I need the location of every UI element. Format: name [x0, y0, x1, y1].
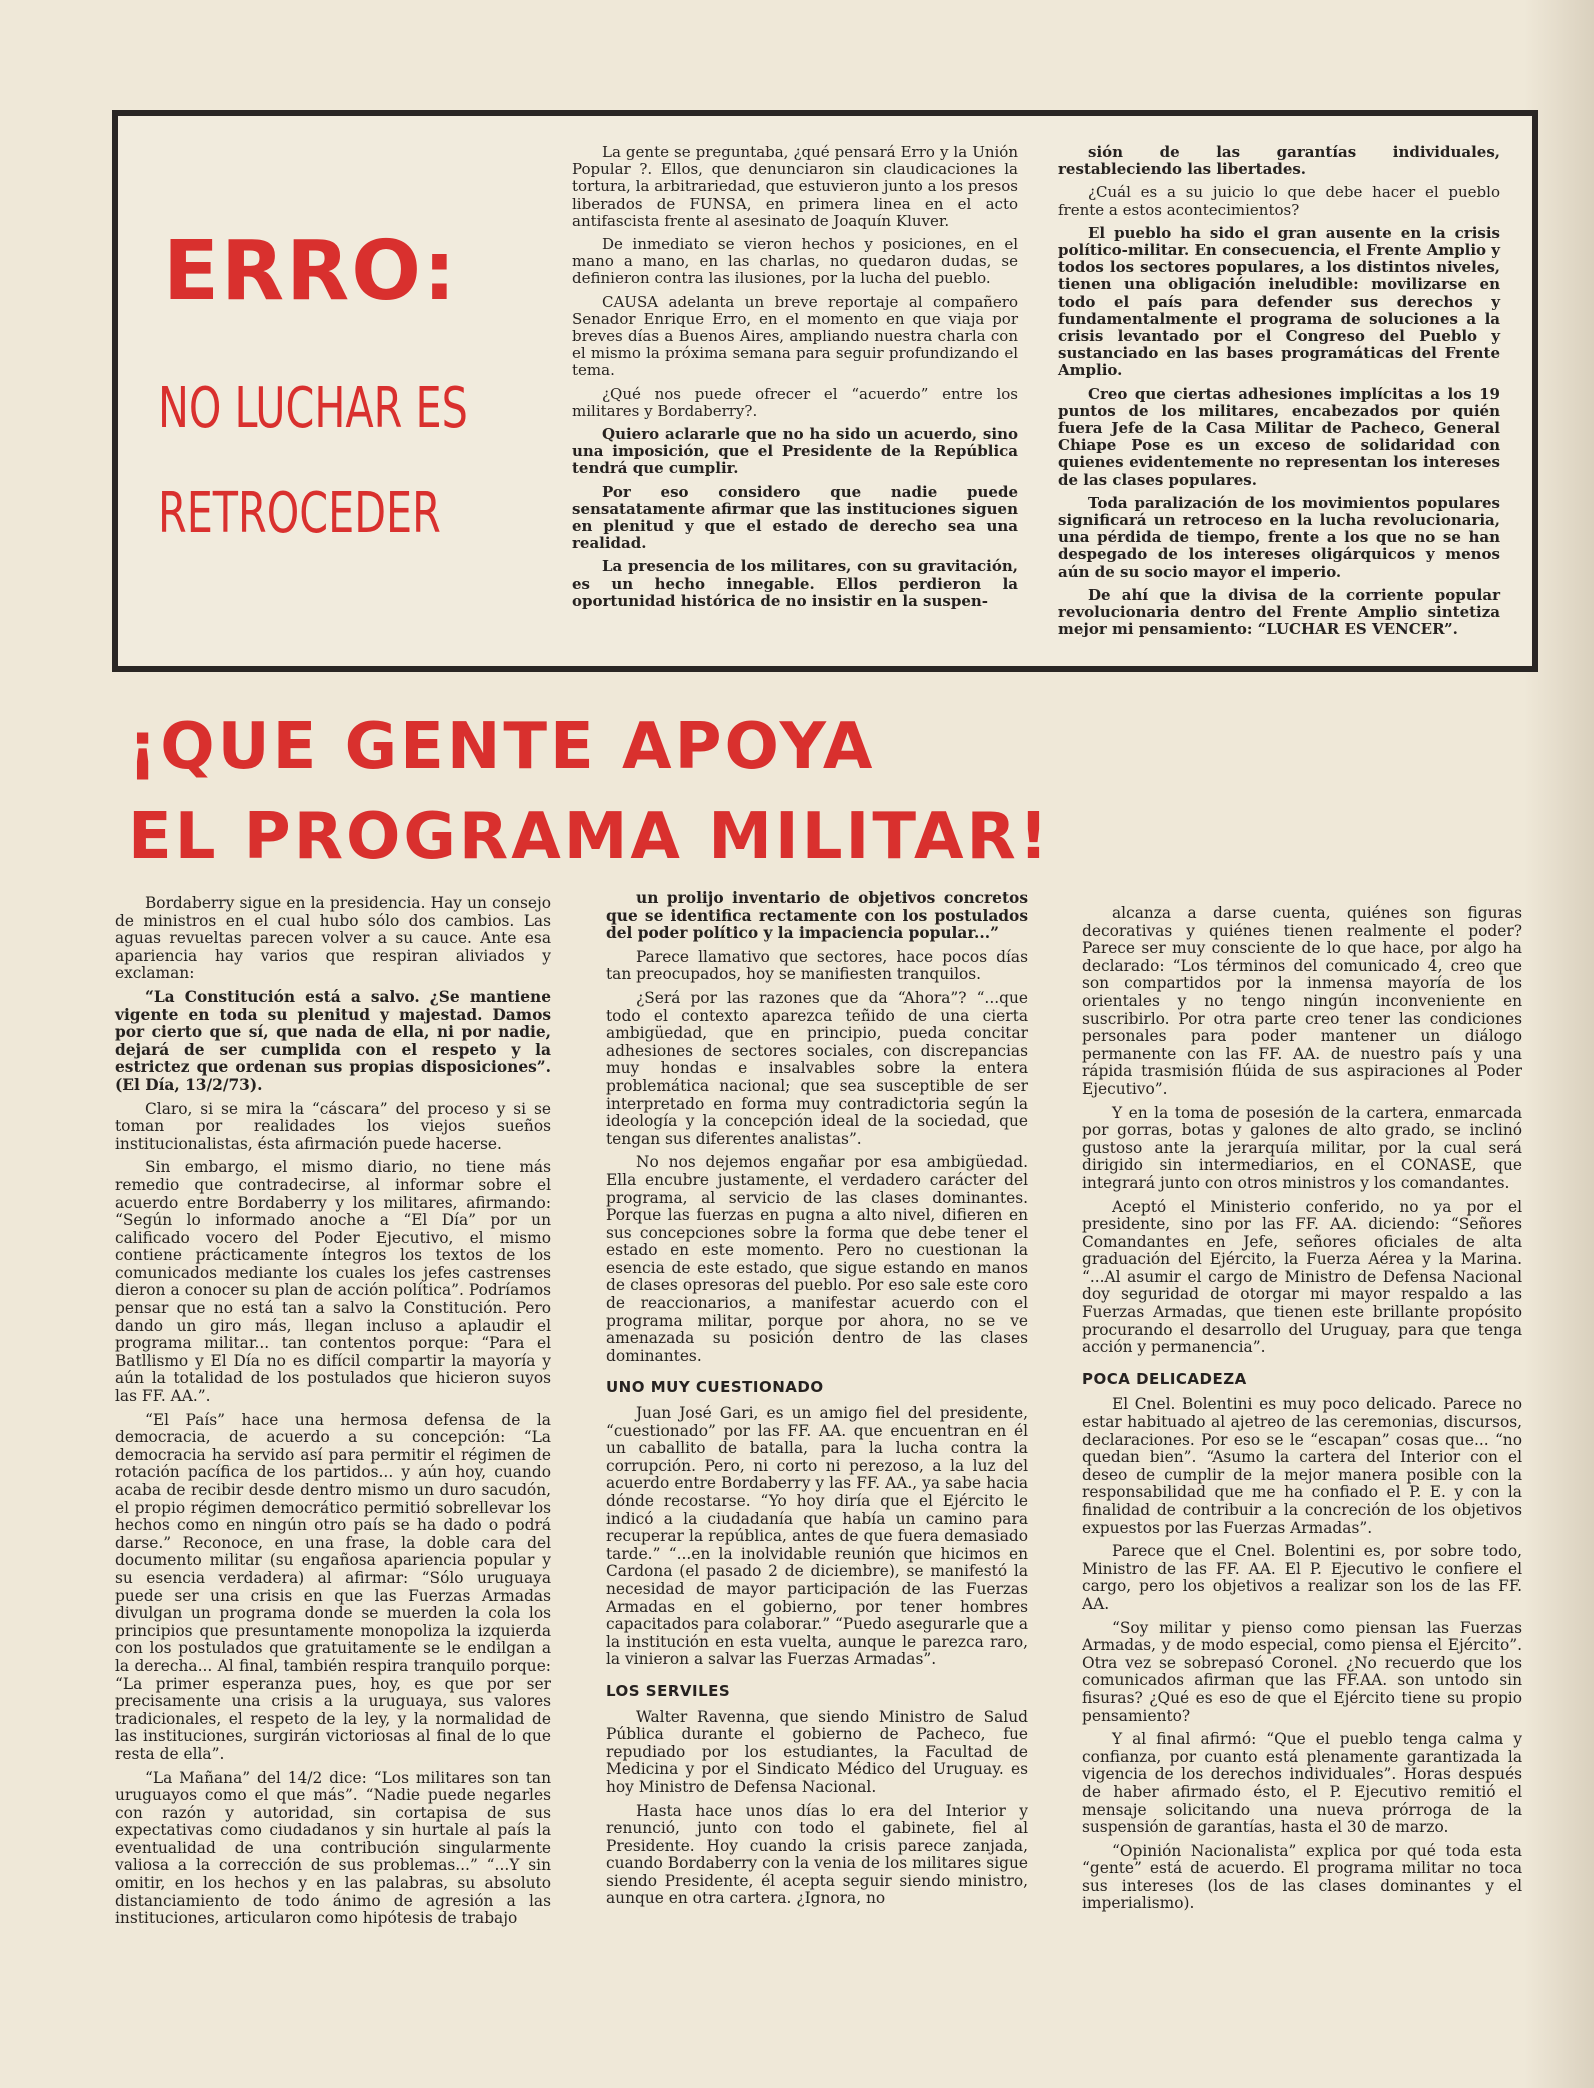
paragraph: La gente se preguntaba, ¿qué pensará Erro y la Unión Popular ?. Ellos, que denunciaron sin claudicaciones la tortura, la arbitrariedad, que estuvieron junto a los presos liberados de FUNSA, en primera linea en el acto antifascista frente al asesinato de Joaquín Kluver.: [572, 143, 1018, 230]
interview-column-1: [572, 144, 1018, 616]
paragraph: La presencia de los militares, con su gravitación, es un hecho innegable. Ellos perdieron la oportunidad histórica de no insistir en la suspen-: [572, 557, 1018, 610]
paragraph: ¿Cuál es a su juicio lo que debe hacer el pueblo frente a estos acontecimientos?: [1058, 183, 1500, 219]
paragraph: alcanza a darse cuenta, quiénes son figuras decorativas y quiénes tienen realmente el poder? Parece ser muy consciente de lo que hace, por algo ha declarado: “Los términos del comunicado 4, creo que son compartidos por la inmensa mayoría de los orientales y no tengo ningún inconveniente en suscribirlo. Por otra parte creo tener las condiciones personales para poder mantener un diálogo permanente con las FF. AA. de nuestro país y una rápida trasmisión flúida de sus aspiraciones al Poder Ejecutivo”.: [1082, 904, 1522, 1098]
paragraph: Sin embargo, el mismo diario, no tiene más remedio que contradecirse, al informar sobre el acuerdo entre Bordaberry y los militares, afirmando: “Según lo informado anoche a “El Día” por un calificado vocero del Poder Ejecutivo, el mismo contiene prácticamente íntegros los textos de los comunicados mediante los cuales los jefes castrenses dieron a conocer su plan de acción política”. Podríamos pensar que no está tan a salvo la Constitución. Pero dando un giro más, llegan incluso a aplaudir el programa militar... tan contentos porque: “Para el Batllismo y El Día no es difícil compartir la mayoría y aún la totalidad de los postulados que hicieron suyos las FF. AA.”.: [115, 1158, 551, 1406]
paragraph: “Opinión Nacionalista” explica por qué toda esta “gente” está de acuerdo. El programa militar no toca sus intereses (los de las clases dominantes y el imperialismo).: [1082, 1841, 1522, 1913]
paragraph: Toda paralización de los movimientos populares significará un retroceso en la lucha revolucionaria, una pérdida de tiempo, frente a los que no se han despegado de los intereses oligárquicos y menos aún de su socio mayor el imperio.: [1058, 493, 1500, 581]
paragraph: “El País” hace una hermosa defensa de la democracia, de acuerdo a su concepción: “La democracia ha servido así para permitir el régimen de rotación pacífica de los partidos... y aún hoy, cuando acaba de recibir desde dentro mismo un duro sacudón, el propio régimen democrático permitió sobrellevar los hechos como en ningún otro país se ha dado o podrá darse.” Reconoce, en una frase, la doble cara del documento militar (su engañosa apariencia popular y su esencia verdadera) al afirmar: “Sólo uruguaya puede ser una crisis en que las Fuerzas Armadas divulgan un programa donde se muerden la cola los principios que presuntamente monopoliza la izquierda con los postulados que gratuitamente se le endilgan a la derecha... Al final, también respira tranquilo porque: “La primer esperanza pues, hoy, es que por ser precisamente una crisis a la uruguaya, sus valores tradicionales, el respeto de la ley, y la normalidad de las instituciones, surgirán victoriosas al final de lo que resta de ella”.: [115, 1410, 551, 1763]
paragraph: “La Mañana” del 14/2 dice: “Los militares son tan uruguayos como el que más”. “Nadie puede negarles con razón y autoridad, sin cortapisa de sus expectativas como ciudadanos y sin hurtale al país la eventualidad de una contribución singularmente valiosa a la corrección de sus problemas...” “...Y sin omitir, en los hechos y en las palabras, su absoluto distanciamiento de todo ánimo de agresión a las instituciones, articularon como hipótesis de trabajo: [115, 1768, 551, 1928]
article-column-3: [1082, 905, 1522, 1919]
interview-box: [112, 110, 1538, 672]
section-heading: LOS SERVILES: [606, 1681, 731, 1700]
paragraph: Parece que el Cnel. Bolentini es, por sobre todo, Ministro de las FF. AA. El P. Ejecutivo le confiere el cargo, pero los objetivos a realizar son los de las FF. AA.: [1082, 1542, 1522, 1613]
section-heading: POCA DELICADEZA: [1082, 1369, 1247, 1388]
paragraph: De ahí que la divisa de la corriente popular revolucionaria dentro del Frente Amplio sintetiza mejor mi pensamiento: “LUCHAR ES VENCER”.: [1058, 585, 1500, 639]
paragraph: Juan José Gari, es un amigo fiel del presidente, “cuestionado” por las FF. AA. que encuentran en él un caballito de batalla, para la lucha contra la corrupción. Pero, ni corto ni perezoso, a la luz del acuerdo entre Bordaberry y las FF. AA., ya sabe hacia dónde recostarse. “Yo hoy diría que el Ejército le indicó a la ciudadanía que había un camino para recuperar la república, antes de que fuera demasiado tarde.” “...en la inolvidable reunión que hicimos en Cardona (el pasado 2 de diciembre), se manifestó la necesidad de mayor participación de las Fuerzas Armadas en el gobierno, por tener hombres capacitados para colaborar.” “Puedo asegurarle que a la institución en esta vuelta, aunque le parezca raro, la vinieron a salvar las Fuerzas Armadas”.: [606, 1404, 1028, 1669]
interview-title: ERRO:: [163, 224, 458, 319]
paragraph: El Cnel. Bolentini es muy poco delicado. Parece no estar habituado al ajetreo de las ceremonias, discursos, declaraciones. Por eso se le “escapan” cosas que... “no quedan bien”. “Asumo la cartera del Interior con el deseo de cumplir de la mejor manera posible con la responsabilidad que me ha confiado el P. E. y con la finalidad de contribuir a la concreción de los objetivos expuestos por las Fuerzas Armadas”.: [1082, 1395, 1522, 1537]
paragraph: ¿Será por las razones que da “Ahora”? “...que todo el contexto aparezca teñido de una cierta ambigüedad, que en principio, pueda concitar adhesiones de sectores sociales, con discrepancias muy hondas e insalvables sobre la entera problemática nacional; que sea susceptible de ser interpretado en forma muy contradictoria según la ideología y la concepción ideal de la sociedad, que tengan sus diferentes analistas”.: [606, 988, 1028, 1148]
headline-line-1: ¡QUE GENTE APOYA: [128, 710, 876, 784]
paragraph: “La Constitución está a salvo. ¿Se mantiene vigente en toda su plenitud y majestad. Damos por cierto que sí, que nada de ella, ni por nadie, dejará de ser cumplida con el respeto y la estrictez que ordenan sus propias disposiciones”. (El Día, 13/2/73).: [115, 987, 551, 1094]
paragraph: Creo que ciertas adhesiones implícitas a los 19 puntos de los militares, encabezados por quién fuera Jefe de la Casa Militar de Pacheco, General Chiape Pose es un exceso de solidaridad con quienes evidentemente no representan los intereses de las clases populares.: [1058, 384, 1500, 489]
paragraph: ¿Qué nos puede ofrecer el “acuerdo” entre los militares y Bordaberry?.: [572, 384, 1018, 420]
paragraph: Bordaberry sigue en la presidencia. Hay un consejo de ministros en el cual hubo sólo dos cambios. Las aguas revueltas parecen volver a su cauce. Ante esa apariencia hay varios que respiran aliviados y exclaman:: [115, 894, 551, 983]
paragraph: Parece llamativo que sectores, hace pocos días tan preocupados, hoy se manifiesten tranquilos.: [606, 947, 1028, 984]
paragraph: Hasta hace unos días lo era del Interior y renunció, junto con todo el gabinete, fiel al Presidente. Hoy cuando la crisis parece zanjada, cuando Bordaberry con la venia de los militares sigue siendo Presidente, él acepta seguir siendo ministro, aunque en otra cartera. ¿Ignora, no: [606, 1801, 1028, 1908]
paragraph: Aceptó el Ministerio conferido, no ya por el presidente, sino por las FF. AA. diciendo: “Señores Comandantes en Jefe, señores oficiales de alta graduación del Ejército, la Fuerza Aérea y la Marina. “...Al asumir el cargo de Ministro de Defensa Nacional doy seguridad de otorgar mi mayor respaldo a las Fuerzas Armadas, que tienen este brillante propósito procurando el desarrollo del Uruguay, para que tenga acción y permanencia”.: [1082, 1197, 1522, 1357]
paragraph: No nos dejemos engañar por esa ambigüedad. Ella encubre justamente, el verdadero carácter del programa, al servicio de las clases dominantes. Porque las fuerzas en pugna a alto nivel, difieren en sus concepciones sobre la forma que debe tener el estado en este momento. Pero no cuestionan la esencia de este estado, que sigue estando en manos de clases opresoras del pueblo. Por eso sale este coro de reaccionarios, a manifestar acuerdo con el programa militar, porque por ahora, no se ve amenazada su posición dentro de las clases dominantes.: [606, 1153, 1028, 1365]
paragraph: Por eso considero que nadie puede sensatatamente afirmar que las instituciones siguen en plenitud y que el estado de derecho sea una realidad.: [572, 482, 1018, 553]
section-heading: UNO MUY CUESTIONADO: [606, 1378, 824, 1397]
paragraph: El pueblo ha sido el gran ausente en la crisis político-militar. En consecuencia, el Frente Amplio y todos los sectores populares, a los distintos niveles, tienen una obligación ineludible: movilizarse en todo el país para defender sus derechos y fundamentalmente el programa de soluciones a la crisis levantado por el Congreso del Pueblo y sustanciado en las bases programáticas del Frente Amplio.: [1058, 223, 1500, 380]
paragraph: Claro, si se mira la “cáscara” del proceso y si se toman por realidades los viejos sueños institucionalistas, ésta afirmación puede hacerse.: [115, 1099, 551, 1153]
paragraph: un prolijo inventario de objetivos concretos que se identifica rectamente con los postulados del poder político y la impaciencia popular...”: [606, 889, 1028, 943]
article-column-1: [115, 895, 551, 1934]
paragraph: Quiero aclararle que no ha sido un acuerdo, sino una imposición, que el Presidente de la República tendrá que cumplir.: [572, 425, 1018, 478]
paragraph: Y al final afirmó: “Que el pueblo tenga calma y confianza, por cuanto está plenamente garantizada la vigencia de los derechos individuales”. Horas después de haber afirmado ésto, el P. Ejecutivo remitió el mensaje solicitando una nueva prórroga de la suspensión de garantías, hasta el 30 de marzo.: [1082, 1730, 1522, 1837]
article-column-2: [606, 890, 1028, 1914]
paragraph: sión de las garantías individuales, restableciendo las libertades.: [1058, 143, 1500, 179]
interview-column-2: [1058, 144, 1500, 644]
paragraph: CAUSA adelanta un breve reportaje al compañero Senador Enrique Erro, en el momento en que viaja por breves días a Buenos Aires, ampliando nuestra charla con el mismo la próxima semana para seguir profundizando el tema.: [572, 292, 1018, 380]
interview-subtitle-line-1: NO LUCHAR ES: [158, 376, 468, 441]
paragraph: Walter Ravenna, que siendo Ministro de Salud Pública durante el gobierno de Pacheco, fue repudiado por los estudiantes, la Facultad de Medicina y por el Sindicato Médico del Uruguay. es hoy Ministro de Defensa Nacional.: [606, 1707, 1028, 1796]
paragraph: “Soy militar y pienso como piensan las Fuerzas Armadas, y de modo especial, como piensa el Ejército”. Otra vez se sobrepasó Coronel. ¿No recuerdo que los comunicados afirman que las FF.AA. son untodo sin fisuras? ¿Qué es eso de que el Ejército tiene su propio pensamiento?: [1082, 1618, 1522, 1725]
paragraph: De inmediato se vieron hechos y posiciones, en el mano a mano, en las charlas, no quedaron dudas, se definieron contra las ilusiones, por la lucha del pueblo.: [572, 235, 1018, 288]
interview-subtitle-line-2: RETROCEDER: [158, 481, 441, 546]
paragraph: Y en la toma de posesión de la cartera, enmarcada por gorras, botas y galones de alto grado, se inclinó gustoso ante la jerarquía militar, por la cual será dirigido sin intermediarios, en el CONASE, que integrará junto con otros ministros y los comandantes.: [1082, 1103, 1522, 1192]
headline-line-2: EL PROGRAMA MILITAR!: [128, 800, 1051, 874]
